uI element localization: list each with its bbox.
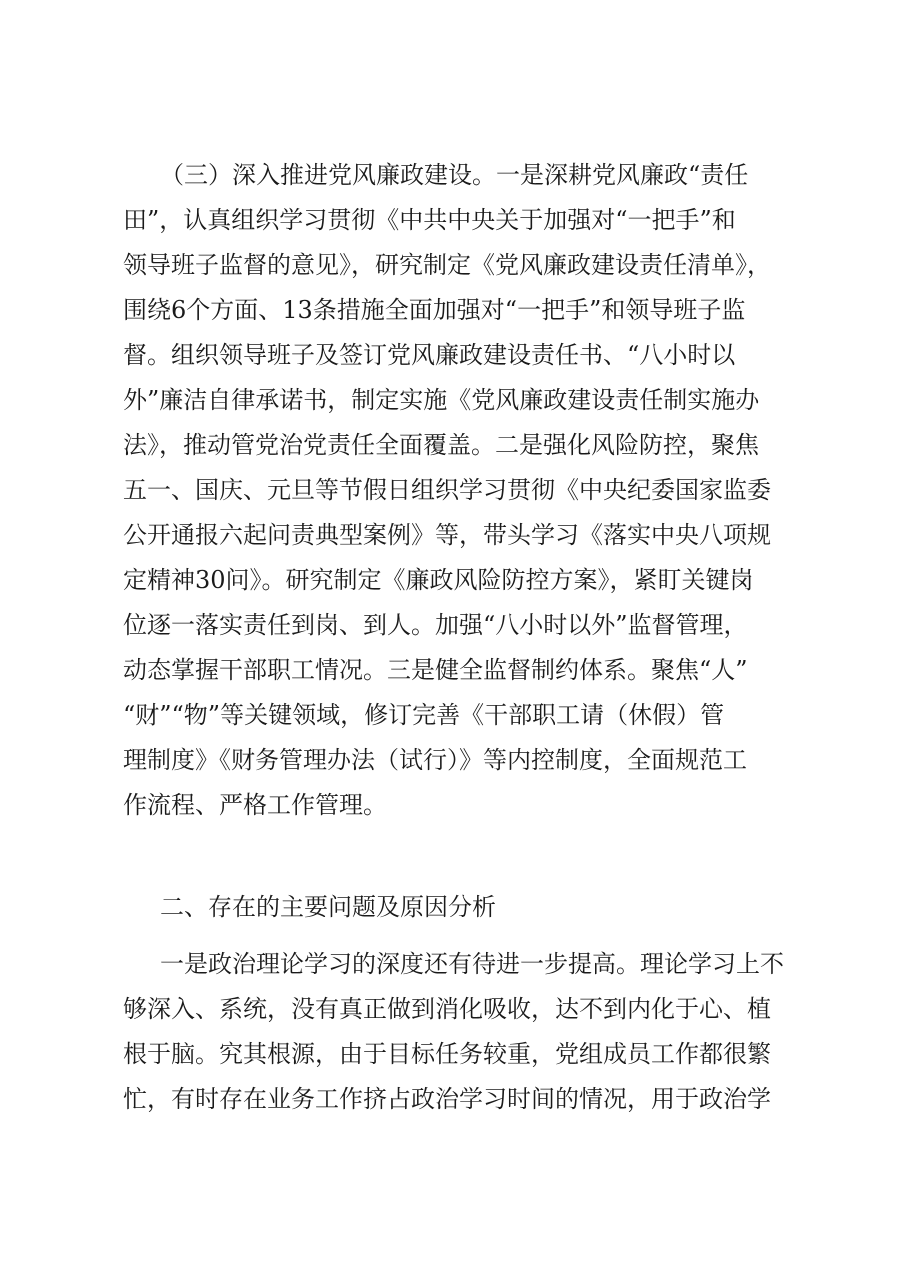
section-heading: 二、存在的主要问题及原因分析: [160, 893, 496, 921]
paragraph-line: 根于脑。究其根源，由于目标任务较重，党组成员工作都很繁: [123, 1040, 771, 1068]
paragraph-line: 定精神30问》。研究制定《廉政风险防控方案》，紧盯关键岗: [123, 566, 754, 594]
paragraph-line: 法》，推动管党治党责任全面覆盖。二是强化风险防控，聚焦: [123, 431, 759, 459]
paragraph-line: 忙，有时存在业务工作挤占政治学习时间的情况，用于政治学: [123, 1085, 771, 1113]
paragraph-line: 动态掌握干部职工情况。三是健全监督制约体系。聚焦“人”: [123, 656, 748, 684]
paragraph-line: 外”廉洁自律承诺书，制定实施《党风廉政建设责任制实施办: [123, 386, 760, 414]
paragraph-line: 位逐一落实责任到岗、到人。加强“八小时以外”监督管理，: [123, 611, 748, 639]
paragraph-line: 够深入、系统，没有真正做到消化吸收，达不到内化于心、植: [123, 995, 771, 1023]
paragraph-line: 五一、国庆、元旦等节假日组织学习贯彻《中央纪委国家监委: [123, 476, 771, 504]
paragraph-line: 理制度》《财务管理办法（试行）》等内控制度，全面规范工: [123, 746, 747, 774]
paragraph-line: 作流程、严格工作管理。: [123, 791, 387, 819]
paragraph-line: 督。组织领导班子及签订党风廉政建设责任书、“八小时以: [123, 341, 736, 369]
paragraph-line: 田”，认真组织学习贯彻《中共中央关于加强对“一把手”和: [123, 206, 736, 234]
paragraph-line: 公开通报六起问责典型案例》等，带头学习《落实中央八项规: [123, 521, 771, 549]
paragraph-line: 一是政治理论学习的深度还有待进一步提高。理论学习上不: [160, 950, 784, 978]
paragraph-line: “财”“物”等关键领域，修订完善《干部职工请（休假）管: [123, 701, 725, 729]
paragraph-line: 领导班子监督的意见》，研究制定《党风廉政建设责任清单》，: [123, 251, 771, 279]
paragraph-line: （三）深入推进党风廉政建设。一是深耕党风廉政“责任: [160, 161, 749, 189]
paragraph-line: 围绕6个方面、13条措施全面加强对“一把手”和领导班子监: [123, 296, 746, 324]
